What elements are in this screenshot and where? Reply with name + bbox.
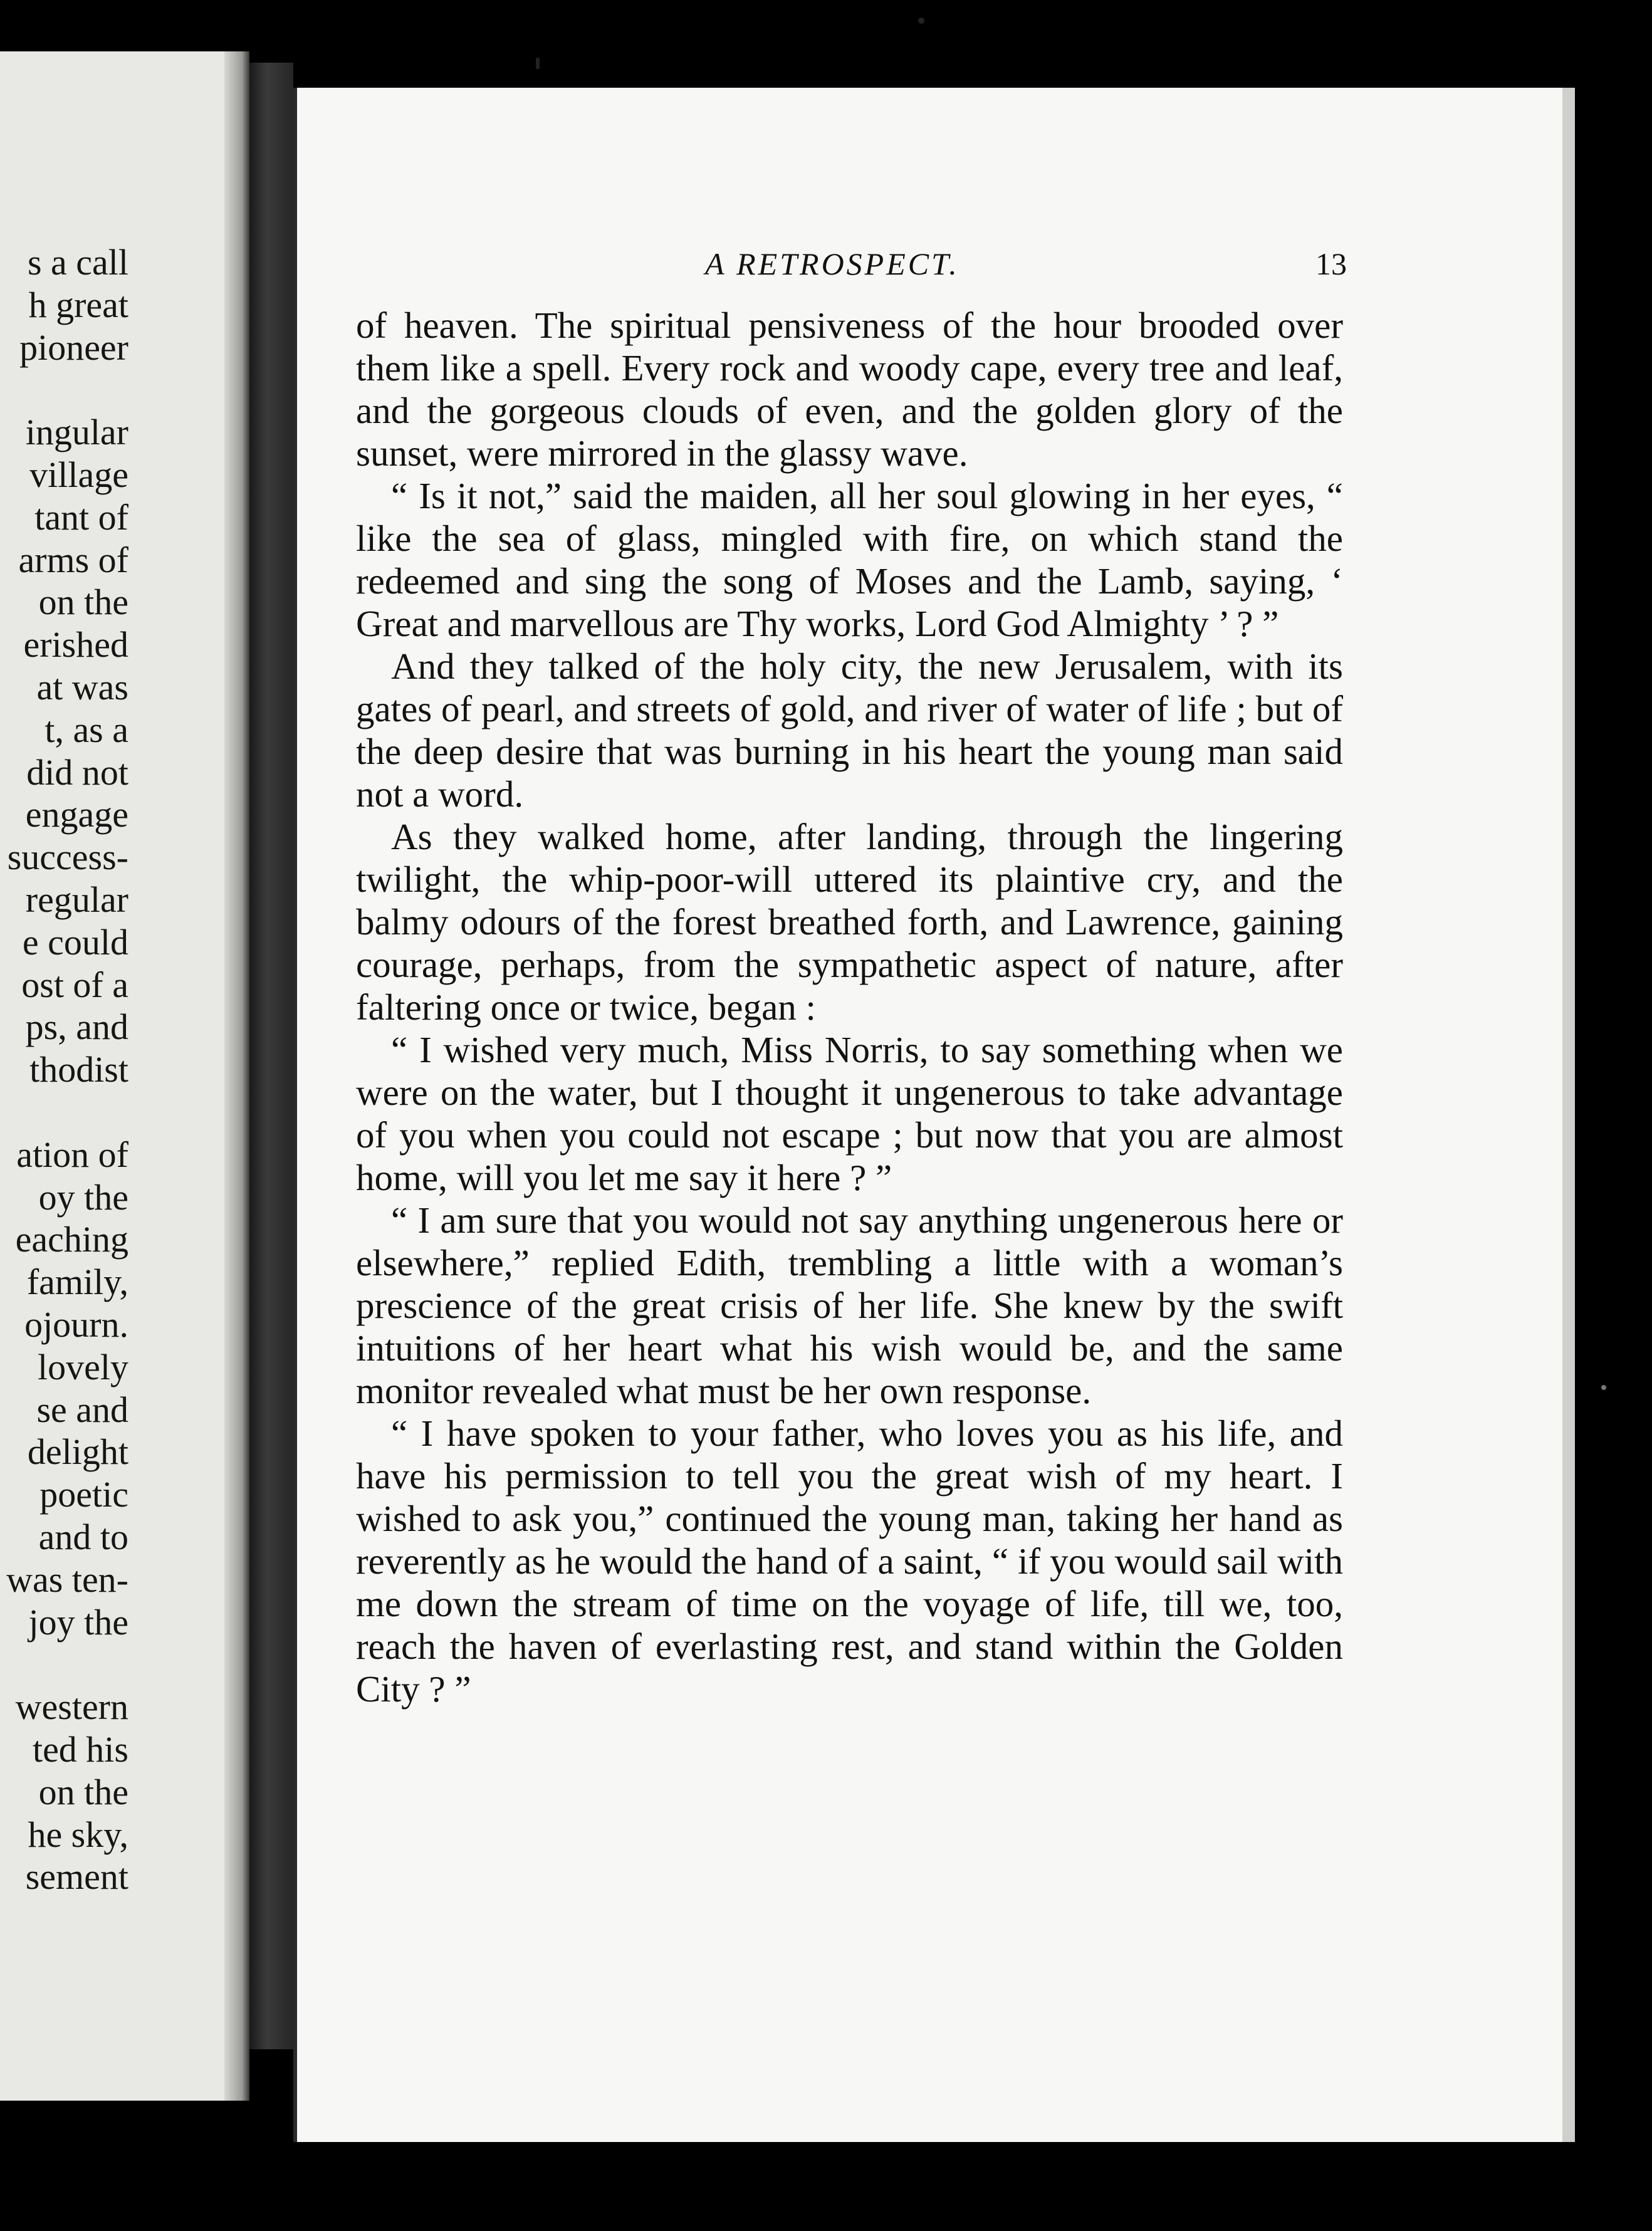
left-page-line: s a call bbox=[27, 242, 128, 283]
left-page-line: sement bbox=[25, 1856, 128, 1898]
left-page-line: lovely bbox=[38, 1346, 128, 1387]
left-page-line: t, as a bbox=[44, 709, 128, 750]
paragraph: And they talked of the holy city, the new Jerusalem, with its gates of pearl, and streets of gold, and river of water of life ; but of the deep desire that was burning in his heart the young man said not a word. bbox=[356, 645, 1343, 815]
scan-speck bbox=[536, 58, 540, 69]
left-page-line: ted his bbox=[32, 1729, 128, 1770]
page-number: 13 bbox=[1315, 246, 1347, 281]
left-page-line: joy the bbox=[28, 1601, 128, 1643]
paragraph: “ I have spoken to your father, who loves you as his life, and have his permission to tell you the great wish of my heart. I wished to ask you,” continued the young man, taking her hand as reverently as he would the hand of a saint, “ if you would sail with me down the stream of time on the voyage of life, till we, too, reach the haven of everlasting rest, and stand within the Golden City ? ” bbox=[356, 1413, 1343, 1710]
left-page-line: eaching bbox=[15, 1219, 128, 1260]
left-page-line: arms of bbox=[18, 539, 128, 580]
right-page bbox=[293, 88, 1566, 2142]
running-head bbox=[297, 246, 1566, 290]
left-page-line: delight bbox=[27, 1431, 128, 1473]
left-page-line: poetic bbox=[39, 1474, 128, 1515]
scan-speck bbox=[918, 18, 924, 24]
left-page-line: was ten- bbox=[6, 1559, 128, 1600]
left-page bbox=[0, 51, 249, 2101]
left-page-line: ation of bbox=[16, 1134, 128, 1175]
left-page-line: western bbox=[15, 1686, 128, 1728]
left-page-line: and to bbox=[38, 1517, 128, 1557]
left-page-line: e could bbox=[22, 921, 128, 963]
paragraph: As they walked home, after landing, through the lingering twilight, the whip-poor-will uttered its plaintive cry, and the balmy odours of the forest breathed forth, and Lawrence, gaining courage, perhaps, from the sympathetic aspect of nature, after faltering once or twice, began : bbox=[356, 816, 1343, 1028]
left-page-line: h great bbox=[28, 284, 128, 325]
left-page-line: success- bbox=[7, 837, 128, 878]
paragraph: “ Is it not,” said the maiden, all her soul glowing in her eyes, “ like the sea of glass, mingled with fire, on which stand the redeemed and sing the song of Moses and the Lamb, saying, ‘ Great and marvellous are Thy works, Lord God Almighty ’ ? ” bbox=[356, 475, 1343, 644]
left-page-line: thodist bbox=[29, 1049, 128, 1090]
page-edge bbox=[1562, 88, 1575, 2142]
left-page-line: at was bbox=[36, 667, 128, 708]
left-page-line: erished bbox=[23, 624, 128, 666]
left-page-line: ost of a bbox=[21, 964, 128, 1005]
left-page-line: village bbox=[29, 454, 128, 495]
left-page-line: did not bbox=[26, 751, 128, 793]
left-page-line: on the bbox=[38, 1771, 128, 1812]
left-page-line: engage bbox=[25, 794, 128, 835]
left-page-line: tant of bbox=[34, 496, 128, 538]
left-page-gutter-shadow bbox=[224, 51, 249, 2101]
left-page-line: se and bbox=[36, 1389, 128, 1430]
scan-speck bbox=[1601, 1385, 1606, 1390]
left-page-line: pioneer bbox=[19, 327, 128, 368]
left-page-line: oy the bbox=[38, 1176, 128, 1218]
left-page-line: he sky, bbox=[28, 1814, 128, 1855]
paragraph: “ I am sure that you would not say anything ungenerous here or elsewhere,” replied Edith, trembling a little with a woman’s prescience of the great crisis of her life. She knew by the swift intuitions of her heart what his wish would be, and the same monitor revealed what must be her own response. bbox=[356, 1199, 1343, 1411]
paragraph: “ I wished very much, Miss Norris, to say something when we were on the water, but I thought it ungenerous to take advantage of you when you could not escape ; but now that you are almost home, will you let me say it here ? ” bbox=[356, 1029, 1343, 1198]
left-page-line: on the bbox=[38, 582, 128, 623]
left-page-line: ingular bbox=[25, 412, 128, 453]
left-page-line: regular bbox=[25, 879, 128, 920]
body-text bbox=[356, 304, 1343, 1710]
running-head-title: A RETROSPECT. bbox=[705, 246, 959, 281]
book-gutter bbox=[249, 63, 293, 2049]
left-page-line: ps, and bbox=[25, 1006, 128, 1048]
paragraph: of heaven. The spiritual pensiveness of the hour brooded over them like a spell. Every rock and woody cape, every tree and leaf, and the gorgeous clouds of even, and the golden glory of the sunset, were mirrored in the glassy wave. bbox=[356, 305, 1343, 474]
left-page-line: ojourn. bbox=[24, 1304, 128, 1345]
left-page-line: family, bbox=[26, 1262, 128, 1303]
